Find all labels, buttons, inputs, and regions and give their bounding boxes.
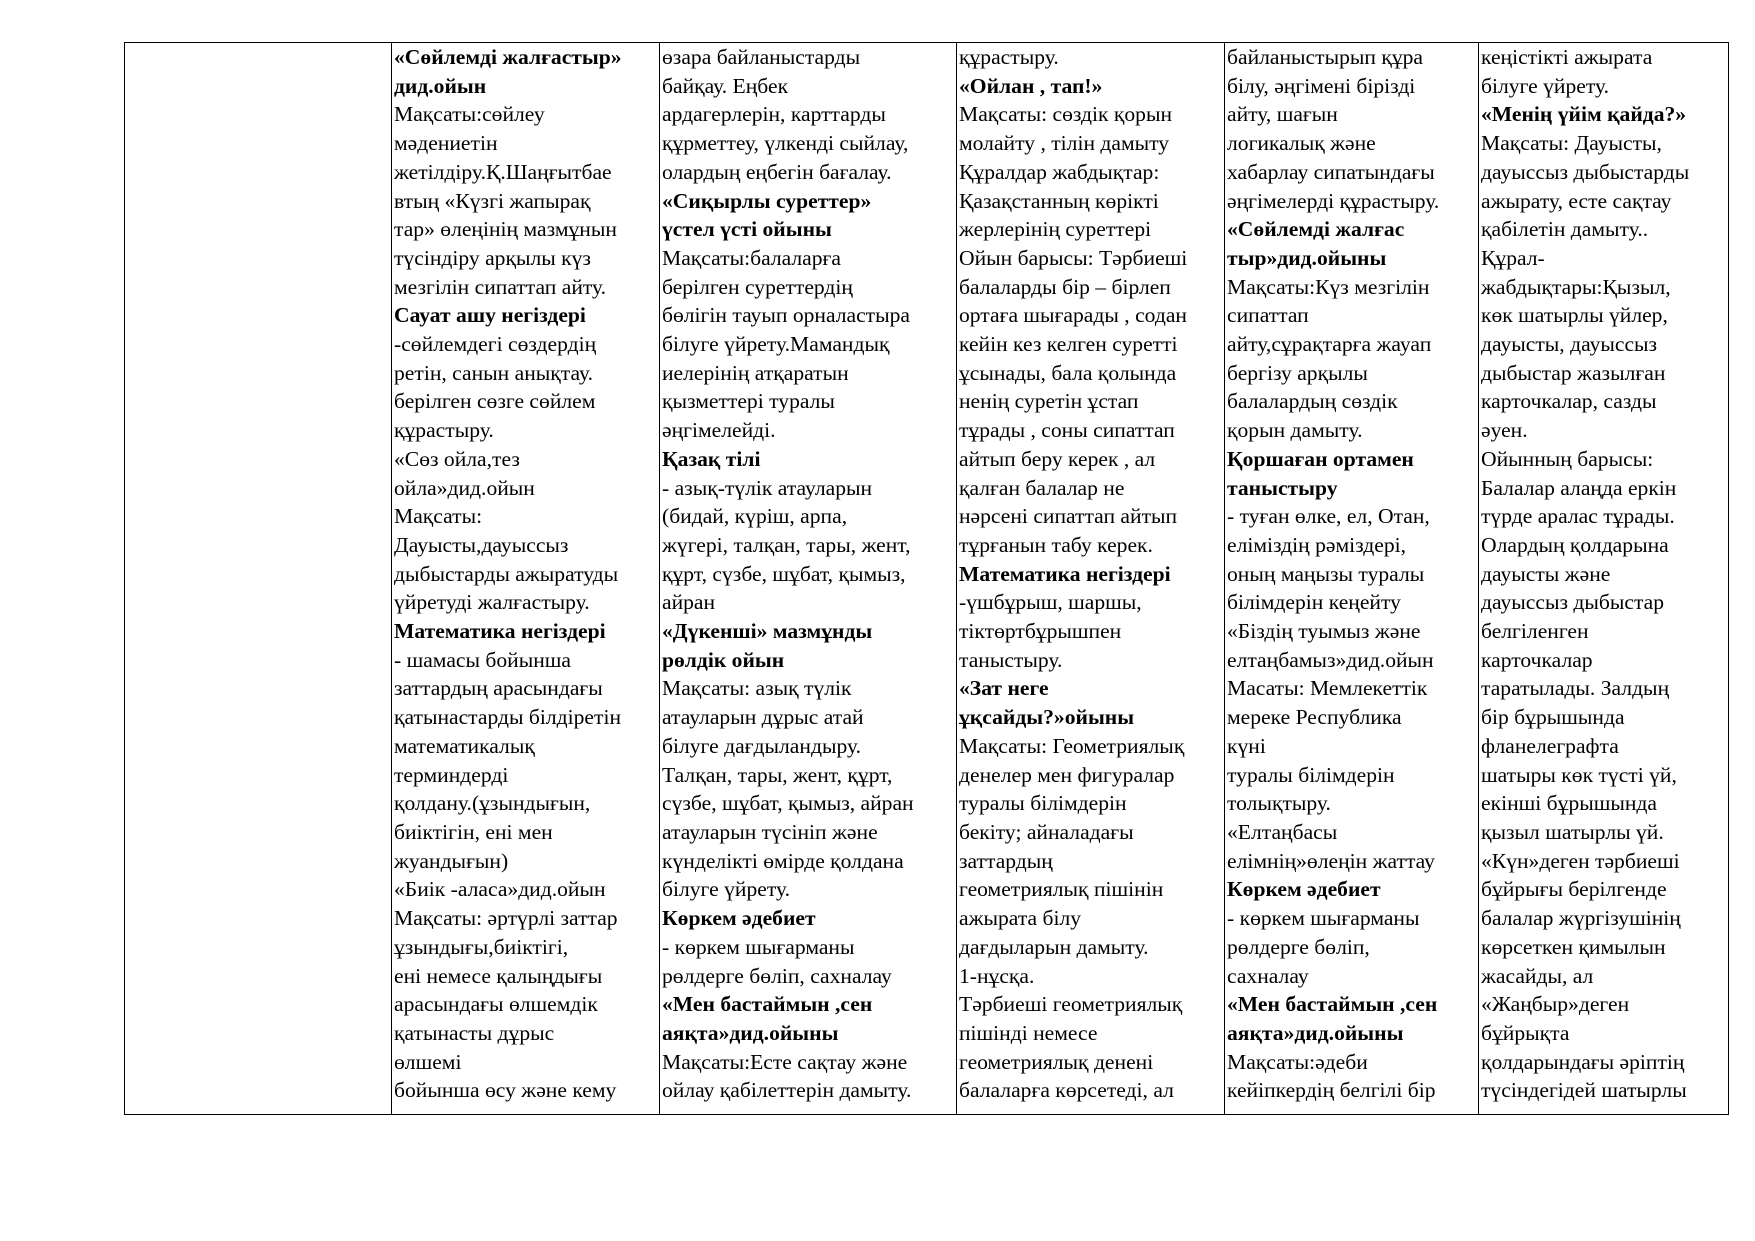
text-line: ұсынады, бала қолында [959,360,1177,385]
text-line: олардың еңбегін бағалау. [662,159,892,184]
section-heading: Көркем әдебиет [662,906,816,931]
text-line: молайту , тілін дамыту [959,131,1170,156]
text-line: әуен. [1481,418,1528,443]
section-heading: «Сөйлемді жалғастыр» [394,45,622,69]
text-line: фланелеграфта [1481,733,1619,758]
text-line: қатынастарды білдіретін [394,705,621,730]
text-line: Мақсаты: [394,504,483,529]
text-line: -үшбұрыш, шаршы, [959,590,1142,615]
text-line: бекіту; айналадағы [959,819,1134,844]
text-line: түрде аралас тұрады. [1481,504,1675,529]
text-line: қызметтері туралы [662,389,835,414]
text-line: білу, әңгімені бірізді [1227,73,1416,98]
text-line: заттардың арасындағы [394,676,603,701]
text-line: жуандығын) [394,848,509,873]
section-heading: «Зат неге [959,676,1049,701]
text-line: құрметтеу, үлкенді сыйлау, [662,131,909,156]
text-line: - туған өлке, ел, Отан, [1227,504,1430,529]
section-heading: Математика негіздері [394,619,606,644]
text-line: Құрал- [1481,245,1545,270]
text-line: «Елтаңбасы [1227,819,1338,844]
text-line: балаларды бір – бірлеп [959,274,1171,299]
text-line: ретін, санын анықтау. [394,360,593,385]
text-line: әңгімелерді құрастыру. [1227,188,1440,213]
text-line: айран [662,590,716,615]
text-line: қолдану.(ұзындығын, [394,791,591,816]
text-line: атауларын түсініп және [662,819,878,844]
text-line: дыбыстар жазылған [1481,360,1666,385]
text-line: атауларын дұрыс атай [662,705,864,730]
text-line: сипаттап [1227,303,1309,328]
text-line: дауыссыз дыбыстарды [1481,159,1690,184]
text-line: таратылады. Залдың [1481,676,1670,701]
text-line: білуге дағдыландыру. [662,733,861,758]
text-line: жерлерінің суреттері [959,217,1152,242]
text-line: айту, шағын [1227,102,1338,127]
text-line: оның маңызы туралы [1227,561,1425,586]
text-line: втың «Күзгі жапырақ [394,188,591,213]
text-line: ажырату, есте сақтау [1481,188,1672,213]
text-line: қатынасты дұрыс [394,1020,555,1045]
text-line: (бидай, күріш, арпа, [662,504,848,529]
text-line: Олардың қолдарына [1481,532,1669,557]
section-heading: Қоршаған ортамен [1227,446,1414,471]
text-line: геометриялық пішінін [959,877,1164,902]
text-line: Ойын барысы: Тәрбиеші [959,245,1188,270]
text-line: түсіндегідей шатырлы [1481,1078,1687,1103]
text-line: туралы білімдерін [1227,762,1395,787]
text-line: арасындағы өлшемдік [394,992,598,1017]
text-line: дауыссыз дыбыстар [1481,590,1665,615]
text-line: ойла»дид.ойын [394,475,535,500]
text-line: -сөйлемдегі сөздердің [394,332,597,357]
text-line: дауысты, дауыссыз [1481,332,1658,357]
text-line: терминдерді [394,762,509,787]
text-line: карточкалар [1481,647,1593,672]
text-line: құрт, сүзбе, шұбат, қымыз, [662,561,906,586]
text-line: ұзындығы,биіктігі, [394,934,569,959]
text-line: Мақсаты: Дауысты, [1481,131,1662,156]
text-line: дыбыстарды ажыратуды [394,561,619,586]
text-line: бойынша өсу және кему [394,1078,617,1103]
text-line: Дауысты,дауыссыз [394,532,569,557]
text-line: түсіндіру арқылы күз [394,245,591,270]
text-line: тұрады , соны сипаттап [959,418,1175,443]
text-line: пішінді немесе [959,1020,1098,1045]
text-line: «Күн»деген тәрбиеші [1481,848,1680,873]
text-line: биіктігін, ені мен [394,819,553,844]
text-line: логикалық және [1227,131,1376,156]
section-heading: «Менің үйім қайда?» [1481,102,1687,127]
table-cell-5 [1225,43,1479,1115]
text-line: ардагерлерін, карттарды [662,102,886,127]
section-heading: Математика негіздері [959,561,1171,586]
table-cell-1 [125,43,392,1115]
text-line: ажырата білу [959,906,1082,931]
text-line: жабдықтары:Қызыл, [1481,274,1671,299]
text-line: мереке Республика [1227,705,1402,730]
text-line: «Сөз ойла,тез [394,446,520,471]
text-line: айту,сұрақтарға жауап [1227,332,1432,357]
text-line: туралы білімдерін [959,791,1127,816]
text-line: айтып беру керек , ал [959,446,1156,471]
text-line: дауысты және [1481,561,1611,586]
text-line: Мақсаты: сөздік қорын [959,102,1173,127]
text-line: білімдерін кеңейту [1227,590,1401,615]
text-line: екінші бұрышында [1481,791,1658,816]
text-line: Мақсаты: азық түлік [662,676,852,701]
text-line: хабарлау сипатындағы [1227,159,1435,184]
text-line: балалар жүргізушінің [1481,906,1681,931]
text-line: берілген суреттердің [662,274,853,299]
text-line: жетілдіру.Қ.Шаңғытбае [394,159,612,184]
text-line: қолдарындағы әріптің [1481,1049,1685,1074]
section-heading: Сауат ашу негіздері [394,303,586,328]
text-line: сүзбе, шұбат, қымыз, айран [662,791,914,816]
text-line: карточкалар, сазды [1481,389,1657,414]
text-line: кейіпкердің белгілі бір [1227,1078,1436,1103]
table-cell-6 [1479,43,1729,1115]
text-line: қорын дамыту. [1227,418,1363,443]
text-line: жүгері, талқан, тары, жент, [662,532,911,557]
section-heading: «Мен бастаймын ,сен [1227,992,1438,1017]
text-line: - шамасы бойынша [394,647,572,672]
text-line: «Биік -аласа»дид.ойын [394,877,606,902]
section-heading: «Мен бастаймын ,сен [662,992,873,1017]
text-line: құрастыру. [394,418,494,443]
text-line: рөлдерге бөліп, сахналау [662,963,892,988]
text-line: елімнің»өлеңін жаттау [1227,848,1435,873]
text-line: білуге үйрету.Мамандық [662,332,890,357]
section-heading: аяқта»дид.ойыны [1227,1020,1404,1045]
section-heading: ұқсайды?»ойыны [959,705,1135,730]
text-line: - азық-түлік атауларын [662,475,873,500]
section-heading: «Сиқырлы суреттер» [662,188,872,213]
text-line: тар» өлеңінің мазмұнын [394,217,617,242]
text-line: шатыры көк түсті үй, [1481,762,1677,787]
table-row [125,43,1729,1115]
text-line: Талқан, тары, жент, құрт, [662,762,893,787]
text-line: Мақсаты: Геометриялық [959,733,1185,758]
section-heading: тыр»дид.ойыны [1227,245,1387,270]
text-line: Мақсаты:Күз мезгілін [1227,274,1430,299]
table-cell-4 [957,43,1225,1115]
text-line: еліміздің рәміздері, [1227,532,1407,557]
text-line: «Жаңбыр»деген [1481,992,1630,1017]
text-line: белгіленген [1481,619,1589,644]
text-line: өзара байланыстарды [662,45,861,69]
section-heading: «Ойлан , тап!» [959,73,1103,98]
text-line: сахналау [1227,963,1309,988]
text-line: тұрғанын табу керек. [959,532,1153,557]
text-line: көрсеткен қимылын [1481,934,1666,959]
section-heading: дид.ойын [394,73,487,98]
text-line: рөлдерге бөліп, [1227,934,1370,959]
text-line: күні [1227,733,1266,758]
text-line: мәдениетін [394,131,498,156]
text-line: дағдыларын дамыту. [959,934,1149,959]
text-line: геометриялық денені [959,1049,1154,1074]
text-line: балаларға көрсетеді, ал [959,1078,1174,1103]
text-line: әңгімелейді. [662,418,776,443]
text-line: тіктөртбұрышпен [959,619,1122,644]
section-heading: «Сөйлемді жалғас [1227,217,1405,242]
text-line: қабілетін дамыту.. [1481,217,1649,242]
text-line: Қазақстанның көрікті [959,188,1159,213]
text-line: күнделікті өмірде қолдана [662,848,904,873]
text-line: ортаға шығарады , содан [959,303,1187,328]
text-line: денелер мен фигуралар [959,762,1175,787]
text-line: қызыл шатырлы үй. [1481,819,1664,844]
text-line: Құралдар жабдықтар: [959,159,1160,184]
text-line: Масаты: Мемлекеттік [1227,676,1428,701]
section-heading: үстел үсті ойыны [662,217,832,242]
text-line: Мақсаты:сөйлеу [394,102,545,127]
text-line: кейін кез келген суретті [959,332,1178,357]
text-line: Мақсаты:балаларға [662,245,842,270]
text-line: бергізу арқылы [1227,360,1368,385]
text-line: нәрсені сипаттап айтып [959,504,1178,529]
text-line: таныстыру. [959,647,1063,672]
lesson-plan-table [124,42,1729,1115]
text-line: жасайды, ал [1481,963,1594,988]
text-line: үйретуді жалғастыру. [394,590,590,615]
text-line: Ойынның барысы: [1481,446,1654,471]
text-line: Балалар алаңда еркін [1481,475,1677,500]
text-line: құрастыру. [959,45,1059,69]
text-line: заттардың [959,848,1053,873]
text-line: бұйрығы берілгенде [1481,877,1667,902]
section-heading: таныстыру [1227,475,1338,500]
text-line: ені немесе қалыңдығы [394,963,603,988]
text-line: - көркем шығарманы [1227,906,1420,931]
text-line: білуге үйрету. [662,877,791,902]
text-line: иелерінің атқаратын [662,360,849,385]
text-line: көк шатырлы үйлер, [1481,303,1668,328]
text-line: Тәрбиеші геометриялық [959,992,1183,1017]
section-heading: «Дүкенші» мазмұнды [662,619,873,644]
text-line: байланыстырып құра [1227,45,1424,69]
text-line: Мақсаты: әртүрлі заттар [394,906,618,931]
text-line: білуге үйрету. [1481,73,1610,98]
section-heading: рөлдік ойын [662,647,785,672]
section-heading: аяқта»дид.ойыны [662,1020,839,1045]
text-line: бұйрықта [1481,1020,1570,1045]
text-line: математикалық [394,733,535,758]
section-heading: Көркем әдебиет [1227,877,1381,902]
text-line: балалардың сөздік [1227,389,1398,414]
table-cell-3 [660,43,957,1115]
text-line: Мақсаты:әдеби [1227,1049,1368,1074]
text-line: 1-нұсқа. [959,963,1035,988]
text-line: Мақсаты:Есте сақтау және [662,1049,908,1074]
text-line: ненің суретін ұстап [959,389,1139,414]
text-line: қалған балалар не [959,475,1125,500]
text-line: елтаңбамыз»дид.ойын [1227,647,1434,672]
text-line: ойлау қабілеттерін дамыту. [662,1078,912,1103]
text-line: «Біздің туымыз және [1227,619,1421,644]
text-line: байқау. Еңбек [662,73,789,98]
text-line: бір бұрышында [1481,705,1625,730]
text-line: өлшемі [394,1049,462,1074]
text-line: берілген сөзге сөйлем [394,389,596,414]
text-line: бөлігін тауып орналастыра [662,303,911,328]
text-line: толықтыру. [1227,791,1331,816]
text-line: - көркем шығарманы [662,934,855,959]
section-heading: Қазақ тілі [662,446,761,471]
text-line: кеңістікті ажырата [1481,45,1653,69]
table-cell-2 [392,43,660,1115]
text-line: мезгілін сипаттап айту. [394,274,607,299]
